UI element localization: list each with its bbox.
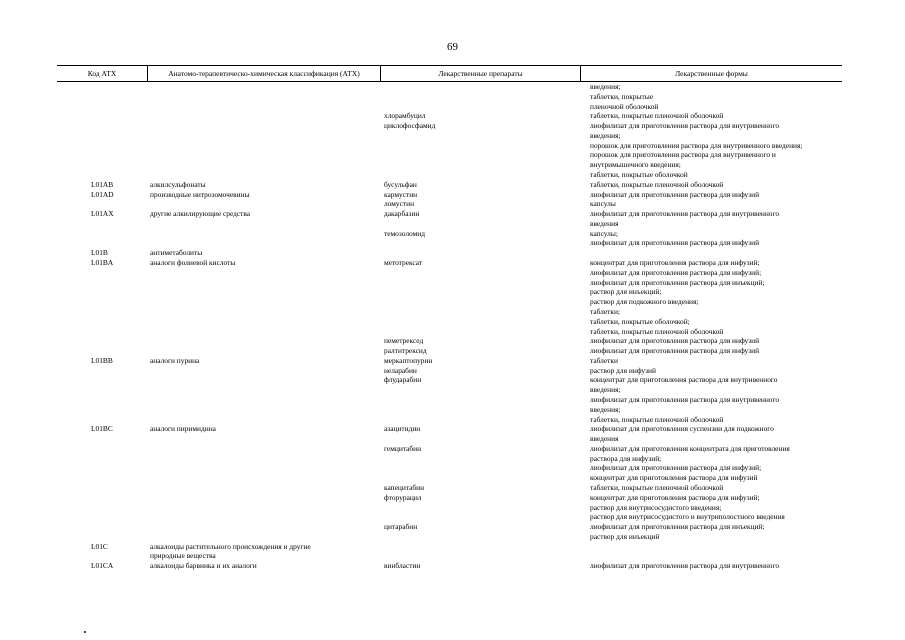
row-classification: аналоги фолиевой кислоты bbox=[150, 258, 236, 268]
row-code: L01CA bbox=[91, 561, 114, 571]
row-classification: антиметаболиты bbox=[150, 248, 203, 258]
row-classification: аналоги пиримидина bbox=[150, 424, 216, 434]
header-classification: Анатомо-терапевтическо-химическая классификация (АТХ) bbox=[147, 66, 380, 81]
header-code: Код АТХ bbox=[87, 69, 117, 78]
row-form: раствор для внутрисосудистого и внутриполостного введения bbox=[590, 512, 785, 522]
row-form: концентрат для приготовления раствора для инфузий bbox=[590, 473, 758, 483]
row-form: концентрат для приготовления раствора для инфузий; bbox=[590, 258, 760, 268]
row-classification: природные вещества bbox=[150, 551, 216, 561]
row-form: введения; bbox=[590, 385, 621, 395]
row-drug: ралтитрексид bbox=[384, 346, 427, 356]
header-forms: Лекарственные формы bbox=[580, 66, 842, 81]
row-form: лиофилизат для приготовления раствора для инфузий; bbox=[590, 267, 762, 277]
row-drug: бусульфан bbox=[384, 179, 417, 189]
row-drug: капецитабин bbox=[384, 482, 425, 492]
row-form: лиофилизат для приготовления раствора для инфузий bbox=[590, 189, 760, 199]
row-form: раствор для инъекций; bbox=[590, 287, 662, 297]
row-code: L01BB bbox=[91, 355, 113, 365]
row-classification: алкилсульфонаты bbox=[150, 179, 206, 189]
row-form: таблетки; bbox=[590, 306, 620, 316]
row-drug: флударабин bbox=[384, 375, 422, 385]
row-form: капсулы bbox=[590, 199, 616, 209]
row-form: лиофилизат для приготовления раствора для внутривенного bbox=[590, 394, 780, 404]
row-form: таблетки, покрытые пленочной оболочкой bbox=[590, 326, 724, 336]
row-form: порошок для приготовления раствора для внутривенного и bbox=[590, 150, 776, 160]
row-form: концентрат для приготовления раствора для инфузий; bbox=[590, 492, 760, 502]
page-number: 69 bbox=[447, 41, 458, 53]
row-drug: гемцитабин bbox=[384, 443, 422, 453]
row-drug: темозоломид bbox=[384, 228, 425, 238]
row-drug: неларабин bbox=[384, 365, 417, 375]
row-form: таблетки, покрытые пленочной оболочкой bbox=[590, 482, 724, 492]
row-form: раствор для подкожного введения; bbox=[590, 297, 699, 307]
row-form: таблетки bbox=[590, 355, 618, 365]
row-form: лиофилизат для приготовления раствора для внутривенного bbox=[590, 209, 780, 219]
row-code: L01AB bbox=[91, 179, 114, 189]
row-drug: фторурацил bbox=[384, 492, 422, 502]
row-classification: алкалоиды растительного происхождения и другие bbox=[150, 541, 311, 551]
row-form: лиофилизат для приготовления раствора для инъекций; bbox=[590, 277, 765, 287]
row-form: введения; bbox=[590, 404, 621, 414]
row-form: раствора для инфузий; bbox=[590, 453, 662, 463]
row-form: введения bbox=[590, 218, 619, 228]
row-form: пленочной оболочкой bbox=[590, 101, 659, 111]
row-form: лиофилизат для приготовления концентрата для приготовления bbox=[590, 443, 790, 453]
header-drugs: Лекарственные препараты bbox=[380, 66, 580, 81]
row-drug: цитарабин bbox=[384, 522, 418, 532]
row-form: лиофилизат для приготовления суспензии для подкожного bbox=[590, 424, 774, 434]
row-form: раствор для внутрисосудистого введения; bbox=[590, 502, 722, 512]
row-code: L01B bbox=[91, 248, 108, 258]
row-classification: алкалоиды барвинка и их аналоги bbox=[150, 561, 257, 571]
row-form: лиофилизат для приготовления раствора для инфузий bbox=[590, 346, 760, 356]
row-form: введения; bbox=[590, 82, 621, 91]
row-form: лиофилизат для приготовления раствора для инфузий bbox=[590, 238, 760, 248]
row-drug: хлорамбуцил bbox=[384, 111, 426, 121]
row-code: L01AD bbox=[91, 189, 114, 199]
row-form: таблетки, покрытые bbox=[590, 91, 653, 101]
row-drug: кармустин bbox=[384, 189, 418, 199]
row-drug: циклофосфамид bbox=[384, 121, 436, 131]
row-code: L01BC bbox=[91, 424, 113, 434]
scan-speck bbox=[84, 631, 86, 633]
row-form: капсулы; bbox=[590, 228, 618, 238]
row-drug: азацитидин bbox=[384, 424, 421, 434]
row-form: таблетки, покрытые пленочной оболочкой bbox=[590, 414, 724, 424]
row-form: лиофилизат для приготовления раствора для инъекций; bbox=[590, 522, 765, 532]
row-form: лиофилизат для приготовления раствора для инфузий; bbox=[590, 463, 762, 473]
row-form: раствор для инфузий bbox=[590, 365, 656, 375]
row-classification: аналоги пурина bbox=[150, 355, 200, 365]
table-header bbox=[57, 65, 842, 82]
row-drug: меркаптопурин bbox=[384, 355, 433, 365]
row-drug: пеметрексед bbox=[384, 336, 424, 346]
row-form: таблетки, покрытые пленочной оболочкой bbox=[590, 111, 724, 121]
row-form: лиофилизат для приготовления раствора для инфузий bbox=[590, 336, 760, 346]
row-drug: винбластин bbox=[384, 561, 421, 571]
row-code: L01BA bbox=[91, 258, 114, 268]
row-form: концентрат для приготовления раствора для внутривенного bbox=[590, 375, 778, 385]
row-form: лиофилизат для приготовления раствора для внутривенного bbox=[590, 561, 780, 571]
row-form: введения bbox=[590, 434, 619, 444]
row-form: внутримышечного введения; bbox=[590, 160, 681, 170]
row-form: таблетки, покрытые пленочной оболочкой bbox=[590, 179, 724, 189]
row-form: порошок для приготовления раствора для внутривенного введения; bbox=[590, 140, 803, 150]
row-form: раствор для инъекций bbox=[590, 531, 660, 541]
row-form: таблетки, покрытые оболочкой; bbox=[590, 316, 690, 326]
row-classification: другие алкилирующие средства bbox=[150, 209, 251, 219]
row-form: таблетки, покрытые оболочкой bbox=[590, 170, 688, 180]
row-classification: производные нитрозомочевины bbox=[150, 189, 250, 199]
row-code: L01C bbox=[91, 541, 108, 551]
row-drug: дакарбазин bbox=[384, 209, 420, 219]
row-form: лиофилизат для приготовления раствора для внутривенного bbox=[590, 121, 780, 131]
row-code: L01AX bbox=[91, 209, 114, 219]
row-drug: метотрексат bbox=[384, 258, 423, 268]
row-form: введения; bbox=[590, 130, 621, 140]
row-drug: ломустин bbox=[384, 199, 415, 209]
